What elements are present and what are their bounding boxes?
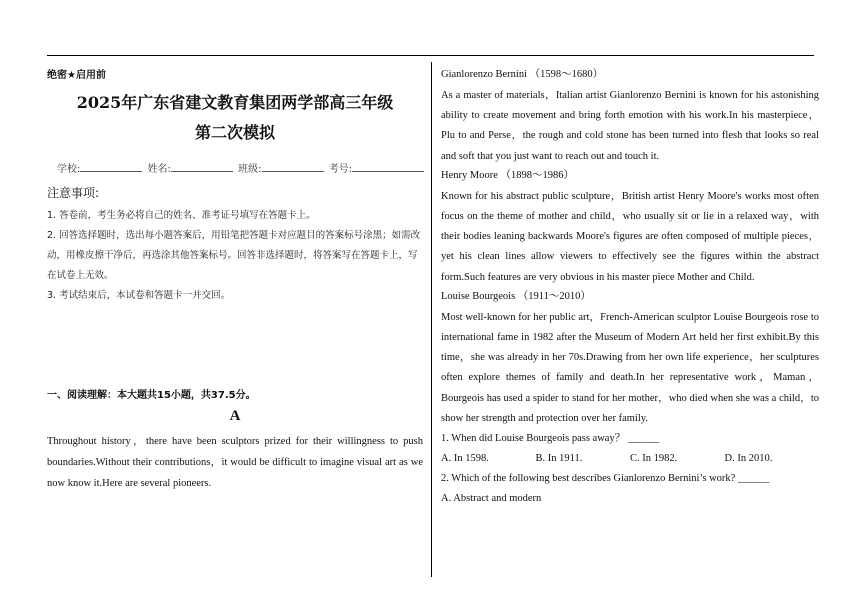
question-stem: 1. When did Louise Bourgeois pass away？ ______ (441, 433, 660, 445)
student-info-line (47, 160, 423, 176)
pioneer-name: Henry Moore （1898～1986） (441, 169, 574, 181)
option-d: D. In 2010. (724, 453, 773, 465)
secret-label: 绝密★启用前 (47, 70, 106, 81)
option-b: B. In 1911. (535, 453, 583, 465)
school-label: 学校: (57, 164, 81, 175)
class-label: 班级: (238, 164, 262, 175)
left-column (47, 66, 423, 489)
passage-letter: A (229, 408, 241, 424)
question-stem: 2. Which of the following best describes Gianlorenzo Bernini’s work? ______ (441, 473, 770, 485)
exam-title: 2025年广东省建文教育集团两学部高三年级 (76, 93, 394, 112)
top-rule (47, 55, 814, 56)
pioneer-name: Gianlorenzo Bernini （1598～1680） (441, 69, 604, 80)
notice-item: 2. 回答选择题时，选出每小题答案后，用铅笔把答题卡对应题目的答案标号涂黑；如需改动，用橡皮擦干净后，再选涂其他答案标号。回答非选择题时，将答案写在答题卡上，写在试卷上无效。 (47, 230, 421, 281)
notice-item: 1. 答卷前，考生务必将自己的姓名、准考证号填写在答题卡上。 (47, 210, 316, 221)
option-a: A. In 1598. (441, 453, 489, 465)
section-heading: 一、阅读理解：本大题共15小题，共37.5分。 (47, 390, 256, 401)
option-c: C. In 1982. (630, 453, 678, 465)
question-options (441, 449, 819, 469)
passage-intro: Throughout history，there have been sculptors prized for their willingness to push boundaries.Without their contributions，it would be difficult to imagine visual art as we now know it.Here are several pioneers. (47, 436, 423, 489)
notice-heading: 注意事项: (47, 186, 100, 200)
class-blank (262, 161, 324, 172)
notice-list (47, 206, 423, 306)
notice-item: 3. 考试结束后，本试卷和答题卡一并交回。 (47, 290, 231, 301)
column-divider (431, 62, 432, 577)
exam-no-blank (352, 161, 424, 172)
option-a: A. Abstract and modern (441, 493, 542, 505)
right-column (441, 66, 819, 510)
exam-subtitle: 第二次模拟 (194, 123, 275, 142)
pioneer-text: As a master of materials，Italian artist Gianlorenzo Bernini is known for his astonishing ability to create movement and bring forth emotion with his work.In his masterpiece，Plu to and Perse，the rough and cold stone has been turned into flesh that looks so real and soft that you just want to reach out and touch it. (441, 90, 819, 162)
name-blank (171, 161, 233, 172)
name-label: 姓名: (147, 164, 171, 175)
pioneer-name: Louise Bourgeois （1911～2010） (441, 290, 591, 302)
school-blank (80, 161, 142, 172)
pioneer-text: Most well-known for her public art，French-American sculptor Louise Bourgeois rose to international fame in 1982 after the Museum of Modern Art held her first exhibit.By this time，she was already in her 70s.Drawing from her own life experience，her sculptures often explore themes of family and death.In her representative work，Maman，Bourgeois has used a spider to stand for her mother，who died when she was a child，to show her strength and protection over her family. (441, 311, 819, 424)
pioneer-text: Known for his abstract public sculpture，British artist Henry Moore's works most often focus on the theme of mother and child，who usually sit or lie in a relaxed way，with their bodies leaning backwards Moore's figures are often composed of multiple pieces，yet his clean lines allow viewers to effectively see the figures within the abstract form.Such features are very obvious in his master piece Mother and Child. (441, 190, 819, 283)
exam-no-label: 考号: (328, 164, 353, 175)
